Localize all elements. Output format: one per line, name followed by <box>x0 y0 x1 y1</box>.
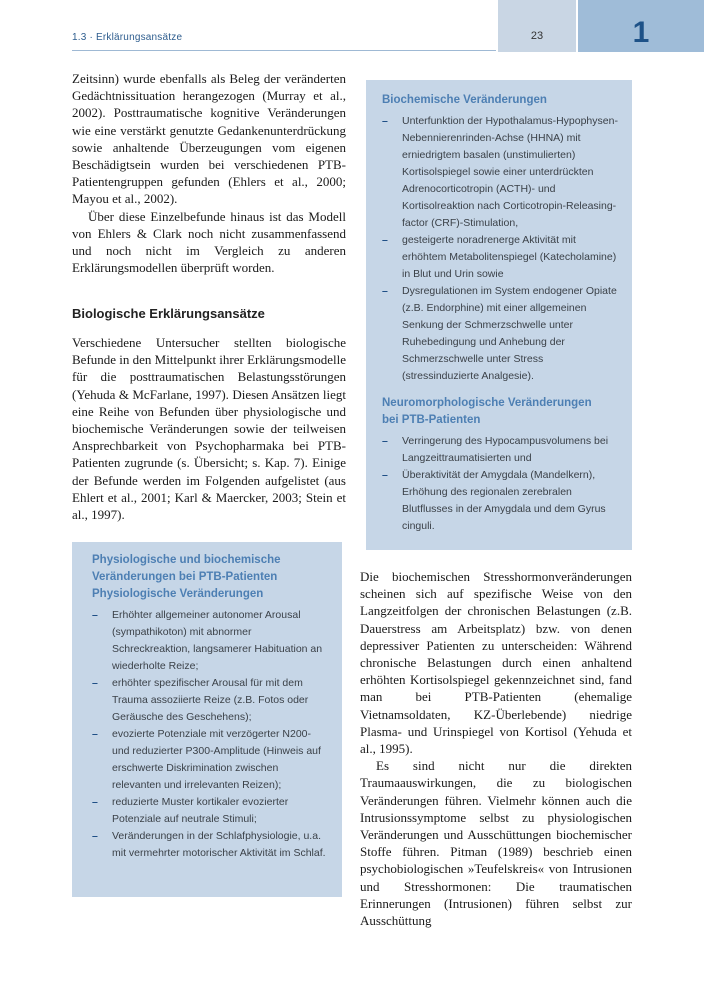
box-title: bei PTB-Patienten <box>382 414 481 426</box>
list-item: – evozierte Potenziale mit verzögerter N200- und reduzierter P300-Amplitude (Hinweis auf erschwerte Diskrimination zwischen relevanten und irrelevanten Reizen); <box>92 728 321 791</box>
chapter-number: 1 <box>578 0 704 52</box>
list-item: – Dysregulationen im System endogener Opiate (z.B. Endorphine) mit einer allgemeinen Senkung der Schmerzschwelle unter Ruhebedingung und Anhebung der Schmerzschwelle unter Stress (stressinduzierte Analgesie). <box>382 285 617 382</box>
bullet-list <box>382 433 618 535</box>
right-column-body <box>360 568 632 929</box>
dash-bullet-icon: – <box>382 435 388 447</box>
list-item: – Veränderungen in der Schlafphysiologie, u.a. mit vermehrter motorischer Aktivität im Schlaf. <box>92 830 326 859</box>
info-box-biochemical <box>366 80 632 550</box>
running-header: 1.3 · Erklärungsansätze <box>72 32 183 43</box>
section-heading: Biologische Erklärungsansätze <box>72 306 265 321</box>
dash-bullet-icon: – <box>92 677 98 689</box>
header-rule <box>72 50 496 51</box>
list-item: – Unterfunktion der Hypothalamus-Hypophysen-Nebennierenrinden-Achse (HHNA) mit erniedrigtem basalen (unstimulierten) Kortisolspiegel sowie einer unterdrückten Adrenocorticotropin (ACTH)- und Kortisolreaktion nach Corticotropin-Releasing-factor (CRF)-Stimulation, <box>382 115 618 229</box>
box-subtitle: Physiologische Veränderungen <box>92 588 264 600</box>
dash-bullet-icon: – <box>382 234 388 246</box>
paragraph: Die biochemischen Stresshormonveränderungen scheinen sich auf spezifische Weise von den Langzeitfolgen der chronischen Belastungen (z.B. Dauerstress am Arbeitsplatz) bzw. von denen depressiver Patienten zu unterscheiden: Während chronische Belastungen durch einen anhaltend erhöhten Kortisolspiegel gekennzeichnet sind, fand man bei PTB-Patienten (ehemalige Vietnamsoldaten, KZ-Überlebende) niedrige Plasma- und Urinspiegel von Kortisol (Yehuda et al., 1995). <box>360 569 632 757</box>
dash-bullet-icon: – <box>92 796 98 808</box>
list-item: – Verringerung des Hypocampusvolumens bei Langzeittraumatisierten und <box>382 435 609 464</box>
list-item: – gesteigerte noradrenerge Aktivität mit erhöhtem Metabolitenspiegel (Katecholamine) in Blut und Urin sowie <box>382 234 617 280</box>
bullet-list <box>382 113 618 385</box>
bullet-list <box>92 607 328 862</box>
list-item: – Erhöhter allgemeiner autonomer Arousal (sympathikoton) mit abnormer Schreckreaktion, langsamerer Habituation an wiederholte Reize; <box>92 609 323 672</box>
box-title: Veränderungen bei PTB-Patienten <box>92 571 278 583</box>
box-title: Physiologische und biochemische <box>92 554 281 566</box>
dash-bullet-icon: – <box>92 609 98 621</box>
info-box-physiological <box>72 542 342 897</box>
list-item: – Überaktivität der Amygdala (Mandelkern), Erhöhung des regionalen zerebralen Blutflusses in der Amygdala und dem Gyrus cinguli. <box>382 469 606 532</box>
list-item: – reduzierte Muster kortikaler evozierter Potenziale auf neutrale Stimuli; <box>92 796 289 825</box>
paragraph: Es sind nicht nur die direkten Traumaauswirkungen, die zu biologischen Veränderungen führen. Vielmehr können auch die Intrusionssymptome selbst zu physiologischen Veränderungen und Ausschüttungen biochemischer Stoffe führen. Pitman (1989) beschrieb einen psychobiologischen »Teufelskreis« von Intrusionen und Stresshormonen: Die traumatischen Erinnerungen (Intrusionen) führen selbst zur Ausschüttung <box>360 758 632 929</box>
paragraph: Zeitsinn) wurde ebenfalls als Beleg der veränderten Gedächtnissituation herangezogen (Murray et al., 2002). Posttraumatische kognitive Veränderungen wie eine verstärkt genutzte Gedankenunterdrückung sowie anhaltende Überzeugungen vom eigenen Beschädigtsein wurden bei verschiedenen PTB-Patientengruppen gefunden (Ehlers et al., 2000; Mayou et al., 2002). <box>72 71 346 207</box>
box-title: Neuromorphologische Veränderungen <box>382 397 592 409</box>
dash-bullet-icon: – <box>382 469 388 481</box>
dash-bullet-icon: – <box>382 115 388 127</box>
paragraph: Über diese Einzelbefunde hinaus ist das Modell von Ehlers & Clark noch nicht zusammenfassend und noch nicht im Vergleich zu anderen Erklärungsmodellen überprüft worden. <box>72 208 346 276</box>
page-number: 23 <box>498 0 576 52</box>
paragraph: Verschiedene Untersucher stellten biologische Befunde in den Mittelpunkt ihrer Erklärungsmodelle für die posttraumatischen Belastungsstörungen (Yehuda & McFarlane, 1997). Diesen Ansätzen liegt eine Reihe von Befunden über physiologische und biochemische Veränderungen sowie der teilweisen Ansprechbarkeit von Psychopharmaka bei PTB-Patienten zugrunde (s. Übersicht; s. Kap. 7). Einige der Befunde werden im Folgenden aufgelistet (aus Ehlert et al., 2001; Karl & Maercker, 2003; Stein et al., 1997). <box>72 335 347 523</box>
dash-bullet-icon: – <box>92 830 98 842</box>
dash-bullet-icon: – <box>382 285 388 297</box>
box-title: Biochemische Veränderungen <box>382 94 547 106</box>
dash-bullet-icon: – <box>92 728 98 740</box>
left-column-body <box>72 334 346 523</box>
list-item: – erhöhter spezifischer Arousal für mit dem Trauma assoziierte Reize (z.B. Fotos oder Geräusche des Geschehens); <box>92 677 309 723</box>
left-column-top <box>72 70 346 276</box>
